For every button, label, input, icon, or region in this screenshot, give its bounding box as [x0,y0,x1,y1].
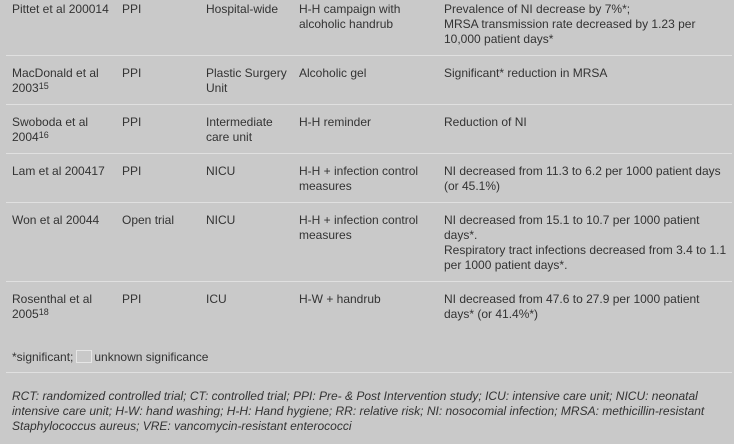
study-intervention: H-W + handrub [293,282,438,331]
studies-table-body [6,0,732,330]
table-row [6,154,732,203]
study-setting: Intermediate care unit [200,105,293,154]
study-outcome [438,282,732,331]
study-design: PPI [122,2,142,16]
study-design: Open trial [116,203,200,282]
study-cell [6,282,116,331]
study-setting: NICU [200,203,293,282]
study-setting: Plastic Surgery Unit [200,56,293,105]
abbreviations-note: RCT: randomized controlled trial; CT: controlled trial; PPI: Pre- & Post Intervention study; ICU: intensive care unit; NICU: neonatal intensive care unit; H-W: hand washing; H-H: Hand hygiene; RR: relative risk; NI: nosocomial infection; MRSA: methicillin-resistant Staphylococcus aureus; VRE: vancomycin-resistant enterococci [12,389,705,433]
study-intervention: Alcoholic gel [293,56,438,105]
reference-superscript: 15 [38,81,49,91]
study-author: Pittet et al [12,2,66,16]
study-setting: NICU [200,154,293,203]
study-cell [6,0,116,56]
outcome-line: MRSA transmission rate decreased by 1.23 per 10,000 patient days* [444,17,696,46]
study-author: Swoboda et al [12,115,89,129]
outcome-line: Reduction of NI [444,115,527,129]
study-outcome [438,105,732,154]
study-reference: 20044 [65,213,100,227]
reference-superscript: 16 [38,130,49,140]
study-design: PPI [116,56,200,105]
study-design: PPI [116,154,200,203]
study-setting: ICU [200,282,293,331]
significance-legend [12,350,208,365]
study-setting: Hospital-wide [206,2,279,16]
outcome-line: NI decreased from 11.3 to 6.2 per 1000 patient days (or 45.1%) [444,164,721,193]
study-author: Rosenthal et al [12,292,93,306]
study-design: PPI [116,282,200,331]
outcome-line: Prevalence of NI decrease by 7%*; [444,2,631,16]
reference-superscript: 18 [38,307,49,317]
study-cell [6,56,116,105]
study-author: MacDonald et al [12,66,99,80]
outcome-line: NI decreased from 15.1 to 10.7 per 1000 patient days*. [444,213,700,242]
study-outcome [438,0,732,56]
table-row [6,282,732,331]
unknown-significance-swatch [76,350,92,363]
study-design: PPI [116,105,200,154]
study-intervention: H-H + infection control measures [293,154,438,203]
study-author: Lam et al [12,164,62,178]
study-outcome [438,154,732,203]
study-cell [6,154,116,203]
study-cell [6,203,116,282]
table-row [6,203,732,282]
table-row [6,0,732,56]
study-intervention: H-H campaign with alcoholic handrub [299,2,401,31]
study-reference: 2003 [12,81,39,95]
study-author: Won et al [12,213,63,227]
table-row [6,56,732,105]
legend-unknown: unknown significance [94,350,209,364]
study-reference: 2005 [12,307,39,321]
study-intervention: H-H + infection control measures [293,203,438,282]
outcome-line: NI decreased from 47.6 to 27.9 per 1000 patient days* (or 41.4%*) [444,292,700,321]
table-row [6,105,732,154]
study-outcome [438,56,732,105]
study-cell [6,105,116,154]
legend-divider [6,372,732,373]
legend-significant: *significant; [12,350,74,364]
studies-table [6,0,732,330]
study-outcome [438,203,732,282]
outcome-line: Respiratory tract infections decreased from 3.4 to 1.1 per 1000 patient days*. [444,243,727,272]
study-reference: 200417 [64,164,105,178]
outcome-line: Significant* reduction in MRSA [444,66,608,80]
study-reference: 200014 [68,2,109,16]
study-intervention: H-H reminder [293,105,438,154]
study-reference: 2004 [12,130,39,144]
